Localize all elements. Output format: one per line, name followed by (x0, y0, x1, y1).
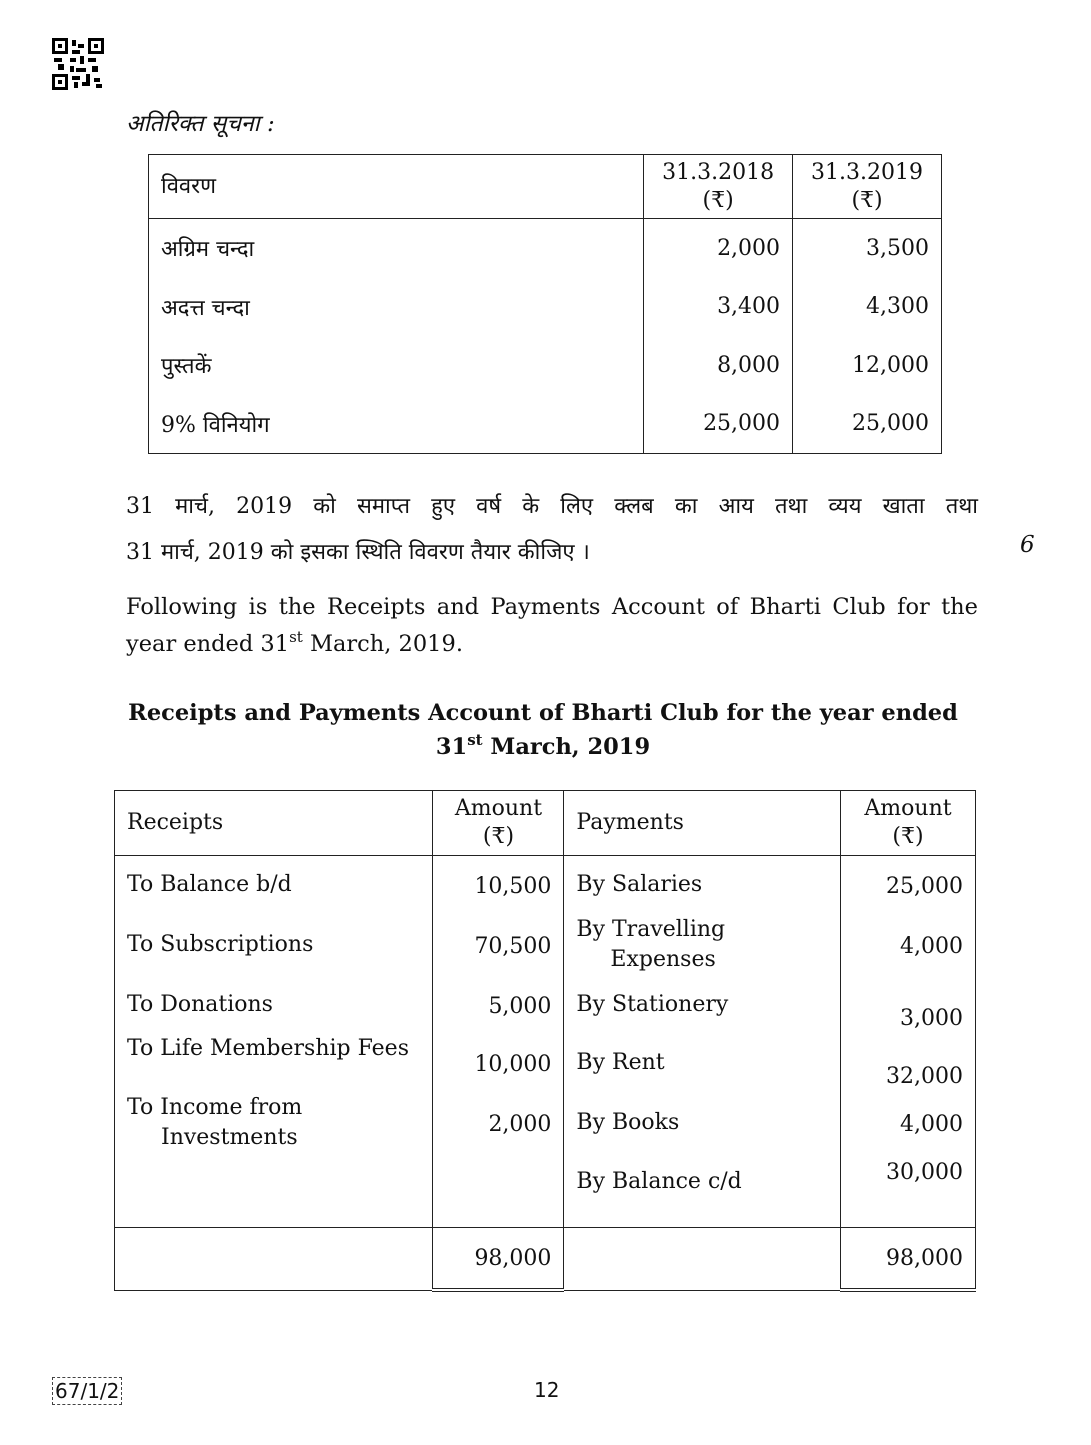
page-number: 12 (534, 1378, 560, 1402)
receipt-item: To Subscriptions (127, 932, 314, 957)
account-title-line-1: Receipts and Payments Account of Bharti Club for the year ended (128, 700, 958, 726)
additional-info-table (148, 154, 942, 454)
payment-item: By Stationery (576, 992, 729, 1017)
payment-item: By Books (576, 1110, 680, 1135)
table-header-row (149, 155, 942, 219)
totals-row (115, 1228, 976, 1291)
row-label: अदत्त चन्दा (161, 295, 250, 321)
question-hindi-line-1: 31 मार्च, 2019 को समाप्त हुए वर्ष के लिए क्लब का आय तथा व्यय खाता तथा (126, 494, 978, 519)
question-hindi (126, 484, 978, 576)
value-2019: 4,300 (793, 278, 942, 336)
receipts-header: Receipts (115, 791, 433, 856)
account-title-line-2: 31st March, 2019 (435, 731, 651, 760)
receipt-amount: 10,500 (474, 874, 552, 899)
payment-amount: 4,000 (900, 934, 963, 959)
receipt-item: To Donations (127, 992, 273, 1017)
table-row (115, 856, 976, 1228)
receipt-amount: 70,500 (474, 934, 552, 959)
receipt-item: To Life Membership Fees (127, 1036, 409, 1061)
receipts-amounts (433, 856, 564, 1228)
date-2019-header: 31.3.2019 (₹) (793, 155, 942, 219)
additional-info-heading: अतिरिक्त सूचना : (126, 111, 275, 137)
payment-item: By Travelling (576, 917, 726, 942)
row-label: पुस्तकें (161, 354, 212, 380)
row-label: अग्रिम चन्दा (161, 237, 255, 263)
question-english-line-1: Following is the Receipts and Payments Account of Bharti Club for the (126, 594, 978, 620)
totals-receipts-label (115, 1228, 433, 1291)
payments-items (564, 856, 841, 1228)
receipt-item: To Income from (127, 1095, 303, 1120)
receipts-items (115, 856, 433, 1228)
payments-header: Payments (564, 791, 841, 856)
payments-amounts (841, 856, 976, 1228)
question-english-line-2: year ended 31st March, 2019. (126, 628, 463, 657)
receipt-amount: 5,000 (488, 994, 552, 1019)
payments-amount-header: Amount (₹) (841, 791, 976, 856)
table-row (149, 336, 942, 394)
receipts-payments-table (114, 790, 976, 1292)
payment-amount: 32,000 (886, 1064, 963, 1089)
value-2018: 25,000 (644, 394, 793, 453)
receipt-item-continued: Investments (161, 1125, 298, 1150)
marks: 6 (1020, 532, 1035, 558)
payment-item-continued: Expenses (610, 947, 716, 972)
table-row (149, 394, 942, 453)
total-payments: 98,000 (841, 1228, 976, 1291)
total-receipts: 98,000 (433, 1228, 564, 1291)
account-title (100, 696, 986, 764)
payment-amount: 3,000 (900, 1006, 963, 1031)
value-2019: 12,000 (793, 336, 942, 394)
payment-amount: 25,000 (886, 874, 963, 899)
question-english (126, 589, 978, 663)
value-2019: 25,000 (793, 394, 942, 453)
qr-code-icon (52, 38, 104, 90)
receipt-amount: 10,000 (474, 1052, 552, 1077)
value-2019: 3,500 (793, 219, 942, 278)
date-2018-header: 31.3.2018 (₹) (644, 155, 793, 219)
value-2018: 2,000 (644, 219, 793, 278)
payment-item: By Salaries (576, 872, 703, 897)
totals-payments-label (564, 1228, 841, 1291)
receipt-amount: 2,000 (488, 1112, 552, 1137)
payment-amount: 4,000 (900, 1112, 963, 1137)
table-row (149, 278, 942, 336)
table-row (149, 219, 942, 278)
question-hindi-line-2: 31 मार्च, 2019 को इसका स्थिति विवरण तैयार कीजिए । (126, 540, 590, 565)
payment-amount: 30,000 (886, 1160, 963, 1185)
value-2018: 3,400 (644, 278, 793, 336)
payment-item: By Rent (576, 1050, 665, 1075)
particulars-header: विवरण (149, 155, 644, 219)
payment-item: By Balance c/d (576, 1169, 742, 1194)
row-label: 9% विनियोग (161, 412, 270, 438)
paper-code: 67/1/2 (52, 1377, 122, 1405)
receipts-amount-header: Amount (₹) (433, 791, 564, 856)
table-header-row (115, 791, 976, 856)
receipt-item: To Balance b/d (127, 872, 292, 897)
value-2018: 8,000 (644, 336, 793, 394)
